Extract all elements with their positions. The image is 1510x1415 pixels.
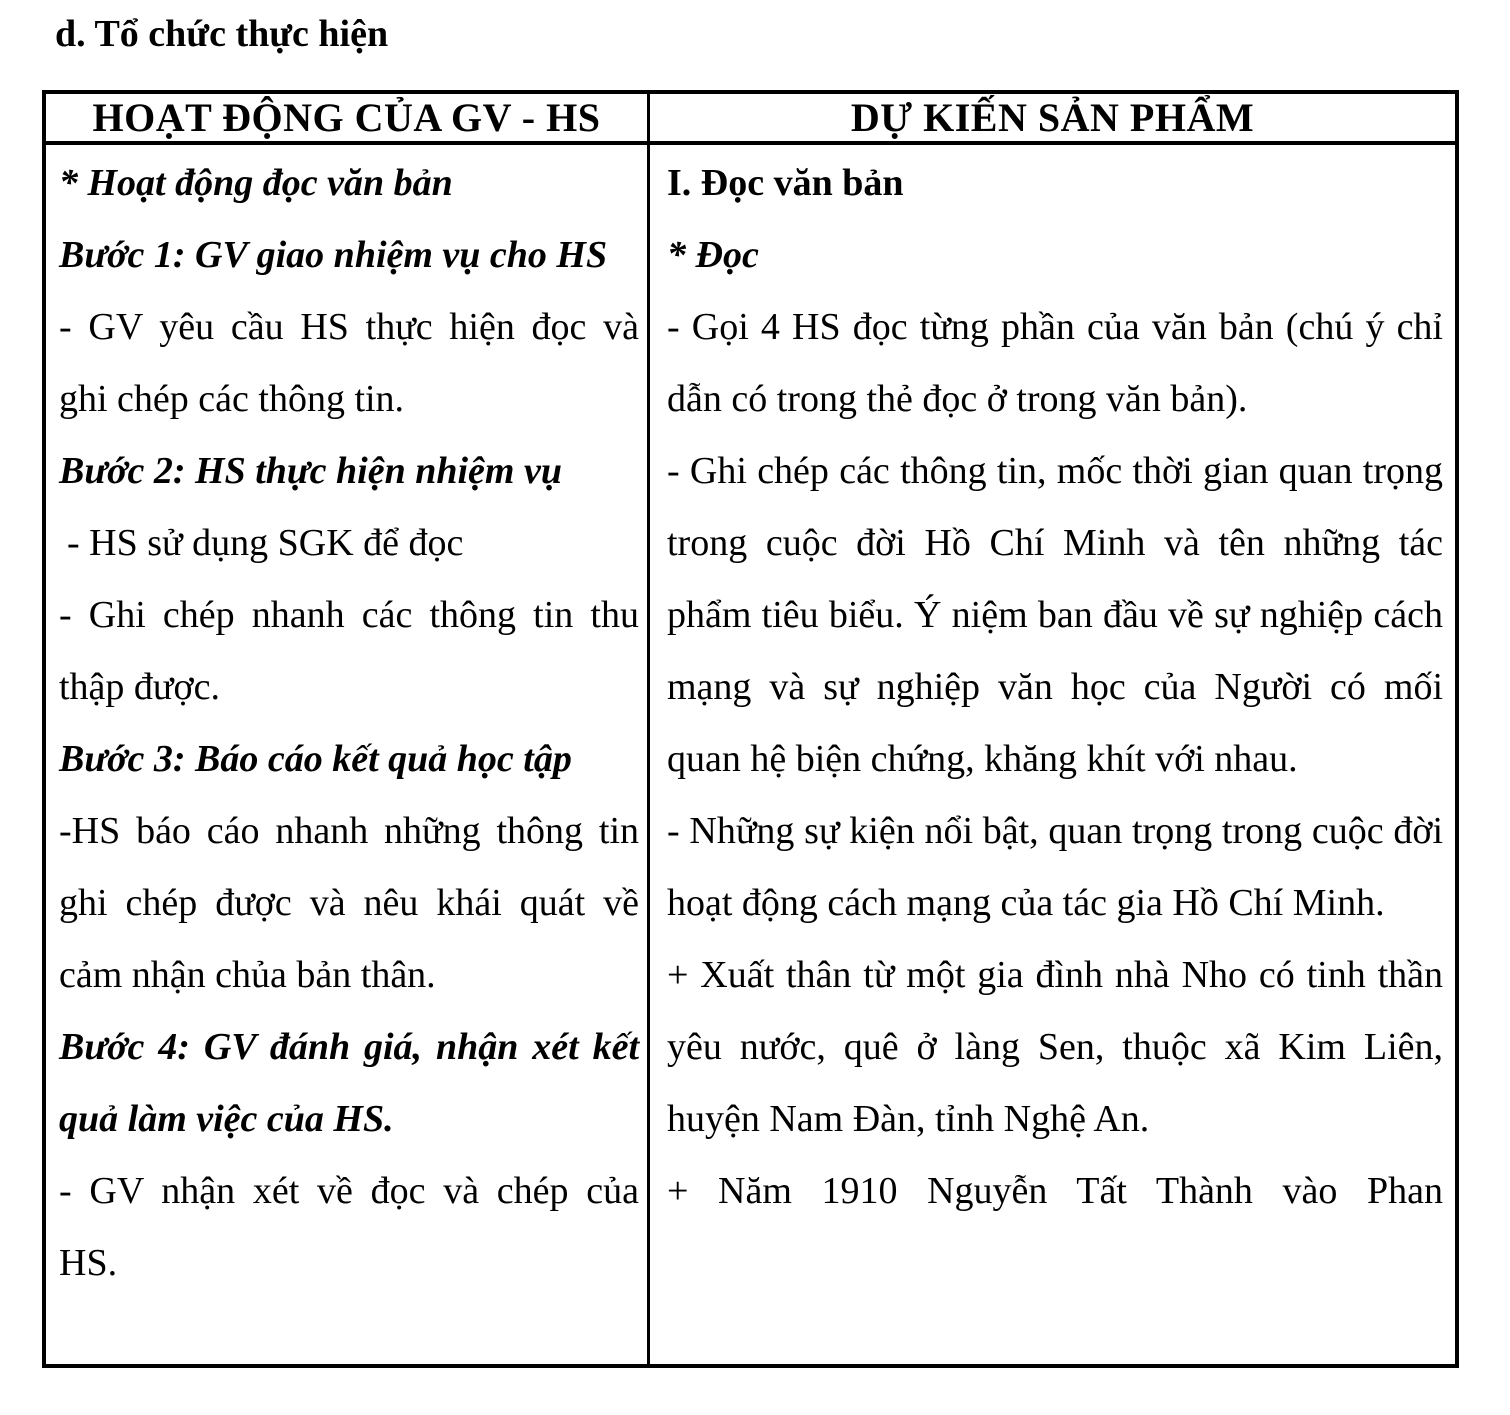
left-paragraph-4: Bước 2: HS thực hiện nhiệm vụ [59,450,562,492]
right-paragraph-2: * Đọc [667,234,759,276]
right-paragraph-6: + Xuất thân từ một gia đình nhà Nho có tinh thần yêu nước, quê ở làng Sen, thuộc xã Kim Liên, huyện Nam Đàn, tỉnh Nghệ An. [667,954,1443,1140]
expected-products-cell [650,145,1455,1364]
left-paragraph-2: Bước 1: GV giao nhiệm vụ cho HS [59,234,608,276]
table-header-expected-products: DỰ KIẾN SẢN PHẨM [850,95,1255,140]
left-paragraph-8: -HS báo cáo nhanh những thông tin ghi chép được và nêu khái quát về cảm nhận chủa bản thân. [59,810,639,996]
right-paragraph-5: - Những sự kiện nổi bật, quan trọng trong cuộc đời hoạt động cách mạng của tác gia Hồ Chí Minh. [667,810,1443,924]
left-paragraph-6: - Ghi chép nhanh các thông tin thu thập được. [59,594,639,708]
left-paragraph-3: - GV yêu cầu HS thực hiện đọc và ghi chép các thông tin. [59,306,639,420]
left-paragraph-7: Bước 3: Báo cáo kết quả học tập [59,738,572,780]
right-paragraph-4: - Ghi chép các thông tin, mốc thời gian quan trọng trong cuộc đời Hồ Chí Minh và tên những tác phẩm tiêu biểu. Ý niệm ban đầu về sự nghiệp cách mạng và sự nghiệp văn học của Người có mối quan hệ biện chứng, khăng khít với nhau. [667,450,1443,780]
left-paragraph-10: - GV nhận xét về đọc và chép của HS. [59,1170,639,1284]
table-header-activities: HOẠT ĐỘNG CỦA GV - HS [46,94,650,141]
table-body-row [46,145,1455,1364]
right-paragraph-3: - Gọi 4 HS đọc từng phần của văn bản (chú ý chỉ dẫn có trong thẻ đọc ở trong văn bản). [667,306,1443,420]
left-paragraph-1: * Hoạt động đọc văn bản [59,162,453,204]
right-paragraph-7: + Năm 1910 Nguyễn Tất Thành vào Phan [667,1170,1443,1212]
section-heading: d. Tổ chức thực hiện [55,13,389,55]
activities-cell [46,145,650,1364]
table-header-row [46,94,1455,145]
right-paragraph-1: I. Đọc văn bản [667,162,904,204]
left-paragraph-5: - HS sử dụng SGK để đọc [67,522,464,564]
lesson-plan-table [42,90,1459,1368]
left-paragraph-9: Bước 4: GV đánh giá, nhận xét kết quả làm việc của HS. [59,1026,639,1140]
